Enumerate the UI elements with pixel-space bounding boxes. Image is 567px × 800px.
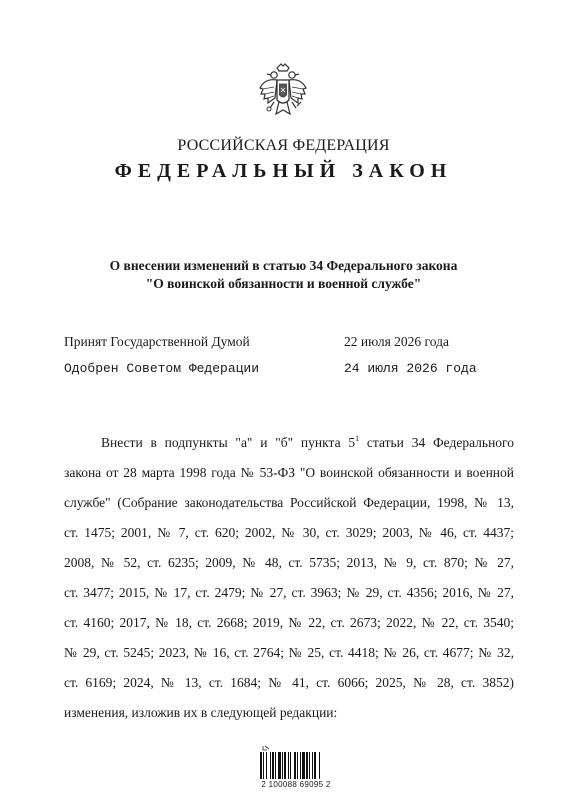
- law-title-line-1: О внесении изменений в статью 34 Федерального закона: [109, 258, 458, 273]
- body-line: ст. 1475; 2001, № 7, ст. 620; 2002, № 30, ст. 3029; 2003, № 46, ст. 4437;: [64, 525, 514, 540]
- body-line: ст. 6169; 2024, № 13, ст. 1684; № 41, ст. 6066; 2025, № 28, ст. 3852): [64, 675, 514, 690]
- state-emblem-icon: [257, 62, 309, 122]
- duma-adoption-label: Принят Государственной Думой: [64, 334, 250, 349]
- council-approval-label: Одобрен Советом Федерации: [64, 361, 260, 376]
- country-name: РОССИЙСКАЯ ФЕДЕРАЦИЯ: [177, 137, 390, 154]
- body-line: службе" (Собрание законодательства Российской Федерации, 1998, № 13,: [64, 495, 514, 510]
- council-approval-date: 24 июля 2026 года: [344, 361, 477, 376]
- body-line: ст. 3477; 2015, № 17, ст. 2479; № 27, ст. 3963; № 29, ст. 4356; 2016, № 27,: [64, 585, 514, 600]
- law-body-text: [64, 428, 514, 728]
- body-line: изменения, изложив их в следующей редакции:: [64, 705, 338, 720]
- body-line: 2008, № 52, ст. 6235; 2009, № 48, ст. 5735; 2013, № 9, ст. 870; № 27,: [64, 555, 514, 570]
- barcode-bars: [257, 744, 335, 780]
- body-line: закона от 28 марта 1998 года № 53-ФЗ "О воинской обязанности и военной: [64, 465, 514, 480]
- body-line: № 29, ст. 5245; 2023, № 16, ст. 2764; № 25, ст. 4418; № 26, ст. 4677; № 32,: [64, 645, 514, 660]
- duma-adoption-date: 22 июля 2026 года: [344, 334, 449, 349]
- document-type: ФЕДЕРАЛЬНЫЙ ЗАКОН: [114, 160, 453, 182]
- law-title-line-2: "О воинской обязанности и военной службе": [145, 276, 422, 291]
- law-title: [0, 257, 567, 293]
- body-line: Внести в подпункты "а" и "б" пункта $5^1$ статьи 34 Федерального: [101, 434, 515, 450]
- superscript: 1: [355, 434, 360, 443]
- barcode: [257, 744, 335, 792]
- barcode-number: 2 100088 69095 2: [261, 780, 331, 789]
- body-line: ст. 4160; 2017, № 18, ст. 2668; 2019, № 22, ст. 2673; 2022, № 22, ст. 3540;: [64, 615, 514, 630]
